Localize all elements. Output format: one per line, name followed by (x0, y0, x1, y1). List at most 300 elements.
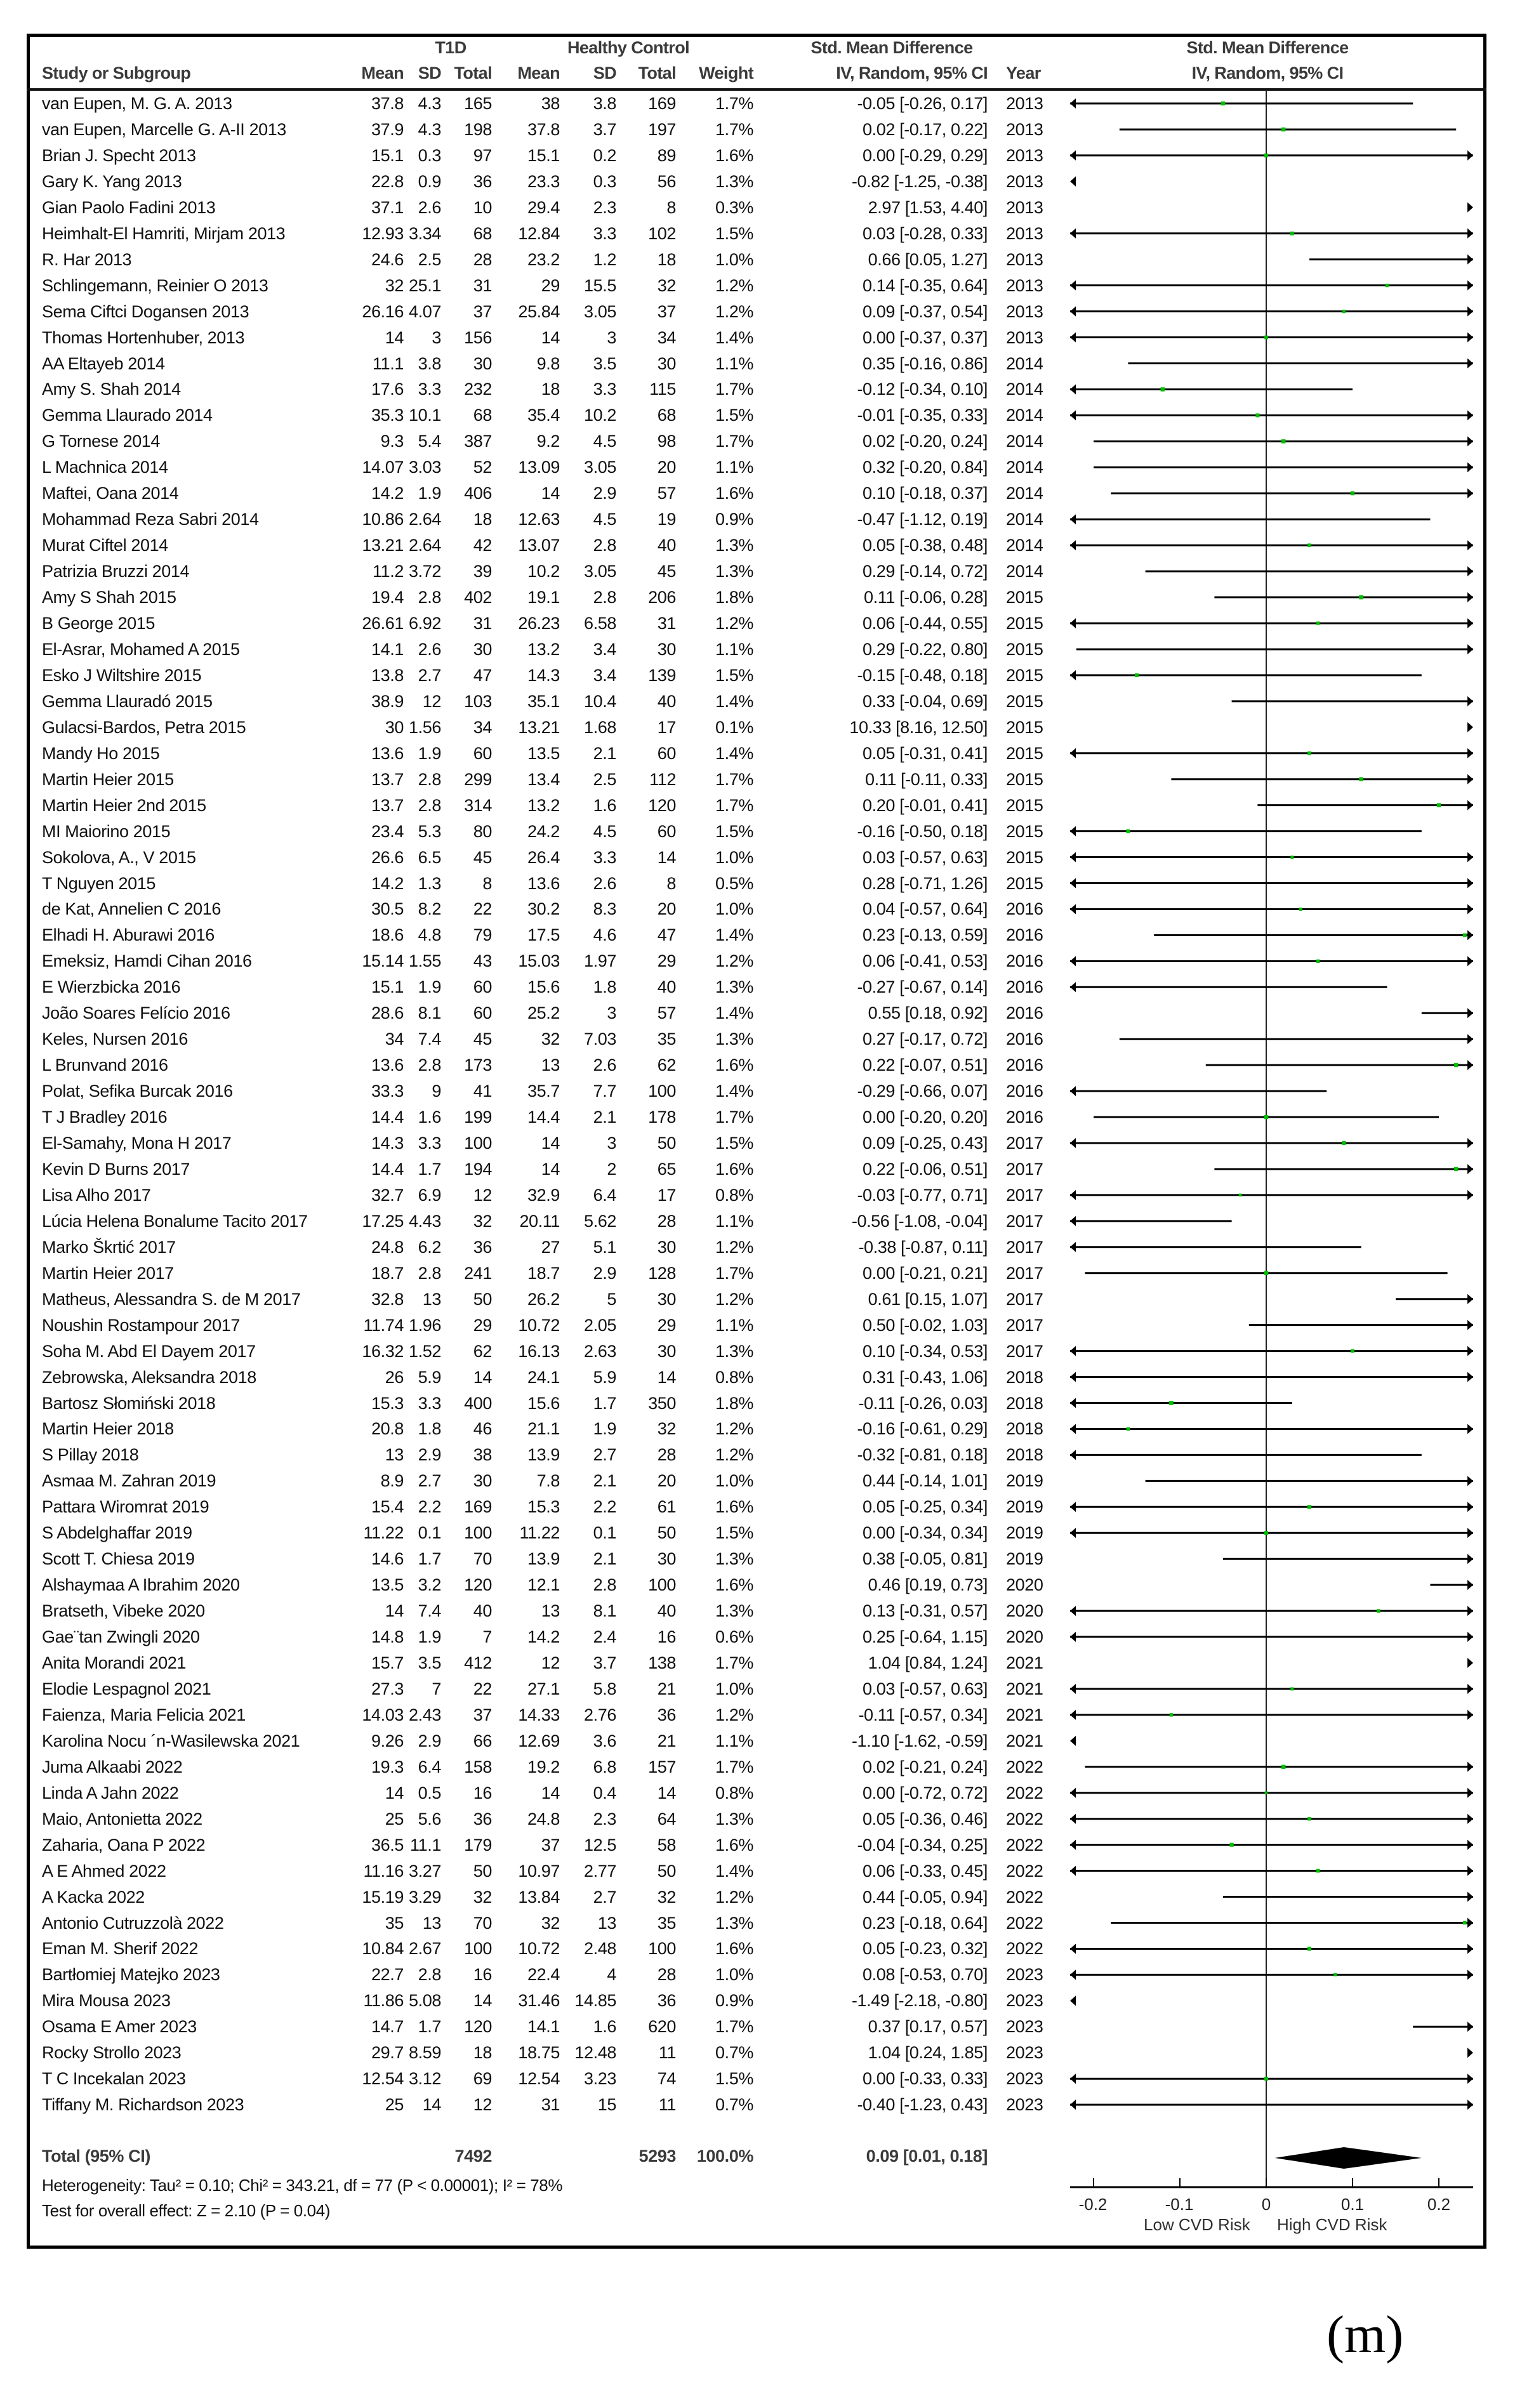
year: 2019 (1006, 1497, 1043, 1517)
total-control: 138 (648, 1653, 676, 1672)
study-name: Mohammad Reza Sabri 2014 (42, 510, 259, 529)
year: 2023 (1006, 2017, 1043, 2037)
sd-t1d: 2.8 (418, 795, 441, 815)
year: 2014 (1006, 406, 1043, 425)
total-control: 115 (649, 380, 676, 399)
study-name: Polat, Sefika Burcak 2016 (42, 1082, 233, 1101)
total-control: 30 (657, 1237, 676, 1257)
sd-t1d: 2.64 (409, 510, 441, 529)
study-name: Lúcia Helena Bonalume Tacito 2017 (42, 1211, 308, 1231)
mean-t1d: 13.8 (371, 665, 404, 685)
smd-ci: 0.02 [-0.21, 0.24] (863, 1757, 988, 1776)
total-control: 102 (648, 223, 676, 243)
study-name: Schlingemann, Reinier O 2013 (42, 275, 268, 295)
table-row (0, 1000, 1522, 1026)
mean-t1d: 14.7 (371, 2017, 404, 2037)
total-t1d: 299 (464, 769, 492, 789)
sd-t1d: 5.6 (418, 1809, 441, 1829)
year: 2017 (1006, 1263, 1043, 1283)
total-t1d: 79 (473, 925, 492, 945)
col-header-ci: IV, Random, 95% CI (836, 63, 988, 83)
mean-control: 13.2 (527, 795, 560, 815)
total-control: 62 (657, 1055, 676, 1075)
mean-t1d: 37.9 (371, 119, 404, 139)
year: 2017 (1006, 1134, 1043, 1153)
total-control: 50 (657, 1134, 676, 1153)
axis-tick-label: 0.2 (1427, 2195, 1451, 2214)
mean-control: 13.07 (518, 536, 560, 555)
sd-t1d: 8.2 (418, 899, 441, 919)
smd-ci: -0.38 [-0.87, 0.11] (858, 1237, 988, 1257)
smd-ci: -1.49 [-2.18, -0.80] (851, 1991, 988, 2011)
study-name: E Wierzbicka 2016 (42, 977, 181, 997)
sd-t1d: 25.1 (409, 275, 441, 295)
table-row (0, 2040, 1522, 2066)
total-t1d: 16 (473, 1783, 492, 1803)
total-control: 169 (648, 94, 676, 113)
study-name: L Brunvand 2016 (42, 1055, 168, 1075)
total-t1d: 32 (473, 1211, 492, 1231)
sd-control: 1.7 (593, 1393, 616, 1413)
sd-t1d: 14 (422, 2095, 441, 2115)
smd-ci: -0.05 [-0.26, 0.17] (857, 94, 988, 113)
smd-ci: 0.08 [-0.53, 0.70] (863, 1965, 988, 1985)
mean-t1d: 9.26 (371, 1731, 404, 1750)
smd-ci: 0.09 [-0.37, 0.54] (863, 301, 988, 321)
weight: 1.7% (715, 1757, 753, 1776)
study-name: Gae¨tan Zwingli 2020 (42, 1627, 200, 1647)
weight: 1.2% (715, 951, 753, 971)
sd-t1d: 3.72 (409, 562, 441, 581)
study-name: Linda A Jahn 2022 (42, 1783, 179, 1803)
smd-ci: 0.14 [-0.35, 0.64] (863, 275, 988, 295)
total-control: 60 (657, 743, 676, 763)
year: 2016 (1006, 899, 1043, 919)
study-name: Amy S. Shah 2014 (42, 380, 181, 399)
mean-t1d: 14 (385, 1783, 404, 1803)
mean-control: 27 (541, 1237, 560, 1257)
header-group-t1d: T1D (435, 38, 467, 57)
study-name: Heimhalt-El Hamriti, Mirjam 2013 (42, 223, 286, 243)
year: 2015 (1006, 769, 1043, 789)
smd-ci: 0.29 [-0.22, 0.80] (863, 639, 988, 659)
mean-t1d: 26.6 (371, 847, 404, 867)
study-name: T C Incekalan 2023 (42, 2069, 186, 2089)
total-t1d: 18 (473, 510, 492, 529)
year: 2013 (1006, 145, 1043, 165)
total-control: 32 (657, 275, 676, 295)
table-row (0, 1442, 1522, 1468)
high-cvd-risk-label: High CVD Risk (1277, 2215, 1387, 2234)
overall-effect-test: Test for overall effect: Z = 2.10 (P = 0.04) (42, 2201, 331, 2220)
total-control: 21 (657, 1731, 676, 1750)
mean-t1d: 14 (385, 1601, 404, 1621)
total-t1d: 66 (473, 1731, 492, 1750)
weight: 1.7% (715, 1653, 753, 1672)
year: 2018 (1006, 1367, 1043, 1387)
table-row (0, 1052, 1522, 1078)
study-name: Gemma Llaurado 2014 (42, 406, 213, 425)
year: 2016 (1006, 1055, 1043, 1075)
total-t1d: 37 (473, 1705, 492, 1724)
table-row (0, 819, 1522, 845)
study-name: Asmaa M. Zahran 2019 (42, 1471, 216, 1491)
sd-control: 3.4 (593, 665, 616, 685)
sd-control: 4.5 (593, 510, 616, 529)
smd-ci: 0.05 [-0.36, 0.46] (863, 1809, 988, 1829)
smd-ci: -0.56 [-1.08, -0.04] (851, 1211, 988, 1231)
study-name: MI Maiorino 2015 (42, 821, 171, 841)
year: 2015 (1006, 743, 1043, 763)
table-row (0, 1156, 1522, 1182)
table-row (0, 1936, 1522, 1962)
table-row (0, 922, 1522, 948)
sd-t1d: 6.92 (409, 614, 441, 633)
mean-control: 12.69 (518, 1731, 560, 1750)
total-control: 50 (657, 1523, 676, 1543)
sd-t1d: 5.4 (418, 432, 441, 451)
weight: 1.5% (715, 665, 753, 685)
sd-control: 14.85 (574, 1991, 616, 2011)
year: 2014 (1006, 354, 1043, 373)
study-name: Bartosz Słomiński 2018 (42, 1393, 216, 1413)
total-t1d: 100 (464, 1134, 492, 1153)
study-name: de Kat, Annelien C 2016 (42, 899, 222, 919)
sd-control: 2.48 (584, 1939, 616, 1959)
total-control: 100 (648, 1939, 676, 1959)
total-control: 8 (666, 197, 676, 217)
smd-ci: 0.03 [-0.28, 0.33] (863, 223, 988, 243)
weight: 1.7% (715, 380, 753, 399)
mean-t1d: 25 (385, 2095, 404, 2115)
total-control: 18 (657, 249, 676, 269)
sd-t1d: 3.34 (409, 223, 441, 243)
weight: 1.7% (715, 795, 753, 815)
sd-control: 7.7 (593, 1082, 616, 1101)
smd-ci: 0.00 [-0.34, 0.34] (863, 1523, 988, 1543)
weight: 0.9% (715, 1991, 753, 2011)
total-control: 14 (657, 1783, 676, 1803)
table-row (0, 1650, 1522, 1676)
weight: 1.2% (715, 1289, 753, 1309)
smd-ci: 0.06 [-0.33, 0.45] (863, 1861, 988, 1881)
total-label: Total (95% CI) (42, 2147, 150, 2166)
weight: 1.4% (715, 743, 753, 763)
total-t1d: 100 (464, 1523, 492, 1543)
mean-t1d: 32.8 (371, 1289, 404, 1309)
smd-ci: 0.20 [-0.01, 0.41] (863, 795, 988, 815)
mean-control: 25.2 (527, 1003, 560, 1023)
sd-control: 3.3 (593, 847, 616, 867)
table-row (0, 1624, 1522, 1650)
mean-control: 13.5 (527, 743, 560, 763)
year: 2014 (1006, 510, 1043, 529)
mean-control: 32 (541, 1913, 560, 1933)
mean-t1d: 18.6 (371, 925, 404, 945)
total-t1d: 22 (473, 899, 492, 919)
mean-control: 12 (541, 1653, 560, 1672)
sd-control: 3.5 (593, 354, 616, 373)
sd-control: 3.3 (593, 223, 616, 243)
study-name: S Abdelghaffar 2019 (42, 1523, 192, 1543)
mean-control: 14.33 (518, 1705, 560, 1724)
sd-control: 5.1 (593, 1237, 616, 1257)
total-t1d: 7 (482, 1627, 492, 1647)
sd-t1d: 3.03 (409, 458, 441, 477)
low-cvd-risk-label: Low CVD Risk (1144, 2215, 1250, 2234)
smd-ci: -0.16 [-0.61, 0.29] (857, 1419, 988, 1439)
year: 2013 (1006, 119, 1043, 139)
axis-tick-label: 0.1 (1340, 2195, 1365, 2214)
total-t1d: 402 (464, 588, 492, 607)
sd-t1d: 2.5 (418, 249, 441, 269)
mean-t1d: 24.8 (371, 1237, 404, 1257)
smd-ci: 0.10 [-0.34, 0.53] (863, 1341, 988, 1361)
smd-ci: 0.11 [-0.06, 0.28] (864, 588, 988, 607)
study-name: Marko Škrtić 2017 (42, 1237, 176, 1257)
smd-ci: 0.29 [-0.14, 0.72] (863, 562, 988, 581)
total-control: 61 (657, 1497, 676, 1517)
mean-t1d: 14.3 (371, 1134, 404, 1153)
total-control: 40 (657, 691, 676, 711)
smd-ci: -0.32 [-0.81, 0.18] (857, 1445, 988, 1465)
sd-control: 2.3 (593, 197, 616, 217)
smd-ci: 0.66 [0.05, 1.27] (868, 249, 988, 269)
mean-t1d: 14.6 (371, 1549, 404, 1569)
mean-t1d: 13 (385, 1445, 404, 1465)
total-control: 64 (657, 1809, 676, 1829)
total-control: 36 (657, 1705, 676, 1724)
study-name: T Nguyen 2015 (42, 873, 156, 893)
smd-ci: 0.02 [-0.20, 0.24] (863, 432, 988, 451)
sd-control: 2.4 (593, 1627, 616, 1647)
study-name: Gian Paolo Fadini 2013 (42, 197, 216, 217)
sd-t1d: 0.3 (418, 145, 441, 165)
weight: 1.3% (715, 1809, 753, 1829)
weight: 1.8% (715, 1393, 753, 1413)
mean-control: 14 (541, 1159, 560, 1179)
mean-t1d: 14.07 (362, 458, 404, 477)
sd-control: 3 (607, 1134, 616, 1153)
year: 2017 (1006, 1237, 1043, 1257)
total-t1d: 173 (464, 1055, 492, 1075)
weight: 1.7% (715, 432, 753, 451)
table-row (0, 1832, 1522, 1858)
table-row (0, 533, 1522, 559)
year: 2022 (1006, 1757, 1043, 1776)
smd-ci: 0.11 [-0.11, 0.33] (865, 769, 988, 789)
study-name: El-Samahy, Mona H 2017 (42, 1134, 232, 1153)
smd-ci: 0.05 [-0.31, 0.41] (863, 743, 988, 763)
sd-control: 5.9 (593, 1367, 616, 1387)
mean-t1d: 9.3 (380, 432, 404, 451)
smd-ci: 0.03 [-0.57, 0.63] (863, 847, 988, 867)
total-control: 28 (657, 1965, 676, 1985)
total-t1d: 165 (464, 94, 492, 113)
mean-control: 13 (541, 1055, 560, 1075)
year: 2013 (1006, 171, 1043, 191)
mean-t1d: 37.8 (371, 94, 404, 113)
weight: 1.0% (715, 847, 753, 867)
mean-control: 12.84 (518, 223, 560, 243)
mean-t1d: 15.19 (362, 1887, 404, 1907)
mean-t1d: 23.4 (371, 821, 404, 841)
total-t1d: 42 (473, 536, 492, 555)
table-row (0, 767, 1522, 793)
weight: 0.3% (715, 197, 753, 217)
sd-control: 3.7 (593, 1653, 616, 1672)
mean-control: 31.46 (518, 1991, 560, 2011)
mean-t1d: 10.84 (362, 1939, 404, 1959)
mean-t1d: 13.7 (371, 769, 404, 789)
total-t1d: 45 (473, 1029, 492, 1049)
sd-t1d: 8.59 (409, 2043, 441, 2063)
mean-control: 15.3 (527, 1497, 560, 1517)
table-row (0, 974, 1522, 1000)
sd-control: 2.76 (584, 1705, 616, 1724)
weight: 1.2% (715, 614, 753, 633)
year: 2013 (1006, 197, 1043, 217)
total-t1d: 158 (464, 1757, 492, 1776)
col-header-weight: Weight (699, 63, 753, 83)
weight: 1.7% (715, 119, 753, 139)
weight: 1.3% (715, 1549, 753, 1569)
total-control: 197 (648, 119, 676, 139)
study-name: El-Asrar, Mohamed A 2015 (42, 639, 240, 659)
sd-t1d: 0.9 (418, 171, 441, 191)
study-name: Martin Heier 2018 (42, 1419, 174, 1439)
sd-control: 8.3 (593, 899, 616, 919)
mean-control: 16.13 (518, 1341, 560, 1361)
weight: 1.4% (715, 327, 753, 347)
sd-control: 0.4 (593, 1783, 616, 1803)
mean-control: 31 (541, 2095, 560, 2115)
total-t1d: 400 (464, 1393, 492, 1413)
mean-control: 24.1 (527, 1367, 560, 1387)
mean-control: 23.2 (527, 249, 560, 269)
smd-ci: 0.00 [-0.29, 0.29] (863, 145, 988, 165)
table-row (0, 1416, 1522, 1442)
total-t1d: 412 (464, 1653, 492, 1672)
study-name: AA Eltayeb 2014 (42, 354, 165, 373)
mean-t1d: 34 (385, 1029, 404, 1049)
axis-tick-label: 0 (1261, 2195, 1271, 2214)
table-row (0, 1910, 1522, 1936)
year: 2015 (1006, 639, 1043, 659)
smd-ci: 0.50 [-0.02, 1.03] (863, 1315, 988, 1335)
year: 2017 (1006, 1211, 1043, 1231)
table-row (0, 1313, 1522, 1339)
sd-control: 13 (597, 1913, 616, 1933)
table-row (0, 1365, 1522, 1391)
study-name: Martin Heier 2017 (42, 1263, 174, 1283)
total-control: 128 (648, 1263, 676, 1283)
total-control: 68 (657, 406, 676, 425)
sd-t1d: 6.4 (418, 1757, 441, 1776)
sd-control: 5.8 (593, 1679, 616, 1698)
study-name: Alshaymaa A Ibrahim 2020 (42, 1575, 240, 1595)
mean-t1d: 38.9 (371, 691, 404, 711)
weight: 1.0% (715, 249, 753, 269)
mean-t1d: 22.8 (371, 171, 404, 191)
study-name: Gemma Llauradó 2015 (42, 691, 213, 711)
sd-t1d: 7.4 (418, 1029, 441, 1049)
year: 2014 (1006, 380, 1043, 399)
sd-control: 2.8 (593, 536, 616, 555)
study-name: Maio, Antonietta 2022 (42, 1809, 202, 1829)
table-row (0, 689, 1522, 715)
smd-ci: 0.32 [-0.20, 0.84] (863, 458, 988, 477)
mean-t1d: 14.4 (371, 1108, 404, 1127)
smd-ci: 0.55 [0.18, 0.92] (868, 1003, 988, 1023)
smd-ci: 0.28 [-0.71, 1.26] (863, 873, 988, 893)
weight: 1.4% (715, 691, 753, 711)
study-name: S Pillay 2018 (42, 1445, 139, 1465)
total-t1d: 199 (464, 1108, 492, 1127)
total-control: 21 (657, 1679, 676, 1698)
table-row (0, 195, 1522, 221)
year: 2018 (1006, 1419, 1043, 1439)
sd-t1d: 4.3 (418, 119, 441, 139)
table-row (0, 480, 1522, 506)
mean-t1d: 15.1 (371, 977, 404, 997)
sd-control: 1.6 (593, 795, 616, 815)
mean-control: 20.11 (519, 1211, 560, 1231)
weight: 1.1% (715, 1211, 753, 1231)
mean-control: 30.2 (527, 899, 560, 919)
sd-t1d: 2.43 (409, 1705, 441, 1724)
year: 2016 (1006, 1029, 1043, 1049)
weight: 1.3% (715, 536, 753, 555)
mean-control: 26.4 (527, 847, 560, 867)
weight: 1.7% (715, 769, 753, 789)
mean-control: 32 (541, 1029, 560, 1049)
sd-control: 12.5 (584, 1835, 616, 1855)
total-t1d: 241 (464, 1263, 492, 1283)
sd-control: 12.48 (574, 2043, 616, 2063)
study-name: Sema Ciftci Dogansen 2013 (42, 301, 249, 321)
total-control: 11 (658, 2043, 676, 2063)
sd-control: 3.8 (593, 94, 616, 113)
year: 2013 (1006, 94, 1043, 113)
mean-t1d: 37.1 (371, 197, 404, 217)
mean-control: 10.72 (518, 1315, 560, 1335)
total-control: 34 (657, 327, 676, 347)
smd-ci: 0.06 [-0.41, 0.53] (863, 951, 988, 971)
weight: 1.7% (715, 1108, 753, 1127)
year: 2017 (1006, 1315, 1043, 1335)
year: 2023 (1006, 2043, 1043, 2063)
total-t1d: 169 (464, 1497, 492, 1517)
study-name: Antonio Cutruzzolà 2022 (42, 1913, 224, 1933)
weight: 1.6% (715, 145, 753, 165)
study-name: R. Har 2013 (42, 249, 132, 269)
year: 2022 (1006, 1939, 1043, 1959)
year: 2017 (1006, 1341, 1043, 1361)
year: 2020 (1006, 1627, 1043, 1647)
total-control: 30 (657, 639, 676, 659)
mean-t1d: 13.7 (371, 795, 404, 815)
mean-t1d: 11.86 (363, 1991, 404, 2011)
total-control: 57 (657, 484, 676, 503)
year: 2020 (1006, 1601, 1043, 1621)
sd-control: 3.23 (584, 2069, 616, 2089)
total-t1d: 14 (473, 1991, 492, 2011)
sd-t1d: 5.9 (418, 1367, 441, 1387)
study-name: Bratseth, Vibeke 2020 (42, 1601, 205, 1621)
total-control: 178 (648, 1108, 676, 1127)
total-control: 56 (657, 171, 676, 191)
